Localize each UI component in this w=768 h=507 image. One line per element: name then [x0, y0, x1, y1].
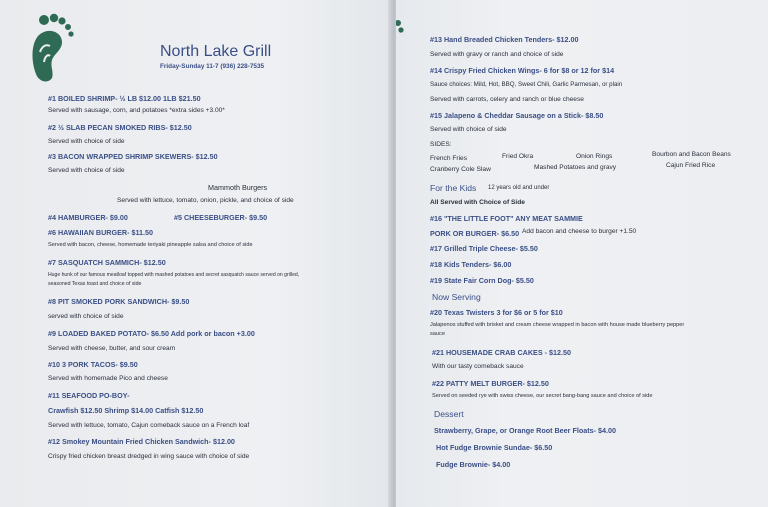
side-item: Onion Rings [576, 153, 613, 160]
menu-item-desc: Served with bacon, cheese, homemade teriyaki pineapple salsa and choice of side [48, 242, 253, 248]
menu-item: #6 HAWAIIAN BURGER- $11.50 [48, 228, 154, 237]
menu-item: #13 Hand Breaded Chicken Tenders- $12.00 [430, 35, 579, 44]
menu-item-desc: Crispy fried chicken breast dredged in wing sauce with choice of side [48, 453, 250, 460]
menu-page-right [396, 0, 768, 507]
menu-item-desc: Served with choice of side [430, 126, 507, 133]
footprint-icon [20, 6, 80, 86]
menu-item: Fudge Brownie- $4.00 [436, 460, 511, 469]
side-item: French Fries [430, 155, 468, 162]
menu-item-desc: Served with homemade Pico and cheese [48, 375, 168, 382]
menu-item-desc: Served with gravy or ranch and choice of side [430, 51, 564, 58]
menu-item-desc: Sauce choices: Mild, Hot, BBQ, Sweet Chili, Garlic Parmesan, or plain [430, 81, 623, 88]
side-item: Mashed Potatoes and gravy [534, 164, 617, 171]
side-item: Fried Okra [502, 153, 534, 160]
menu-item-desc: Add bacon and cheese to burger +1.50 [522, 228, 637, 235]
menu-item: #10 3 PORK TACOS- $9.50 [48, 360, 138, 369]
sides-heading: SIDES: [430, 141, 452, 148]
menu-item-desc: Jalapenos stuffed with brisket and cream cheese wrapped in bacon with house made blueberry pepper [430, 322, 685, 328]
menu-item: #9 LOADED BAKED POTATO- $6.50 Add pork or bacon +3.00 [48, 329, 255, 338]
menu-item: #17 Grilled Triple Cheese- $5.50 [430, 244, 538, 253]
menu-item: #20 Texas Twisters 3 for $6 or 5 for $10 [430, 308, 563, 317]
page-title: North Lake Grill [160, 43, 272, 60]
menu-item-desc: Served with cheese, butter, and sour cream [48, 345, 176, 352]
menu-item: #15 Jalapeno & Cheddar Sausage on a Stick- $8.50 [430, 111, 604, 120]
menu-item: #3 BACON WRAPPED SHRIMP SKEWERS- $12.50 [48, 152, 218, 161]
menu-item-desc: Served with sausage, corn, and potatoes *extra sides +3.00* [48, 107, 225, 114]
menu-item: #2 ½ SLAB PECAN SMOKED RIBS- $12.50 [48, 123, 192, 132]
menu-item: #8 PIT SMOKED PORK SANDWICH- $9.50 [48, 297, 190, 306]
menu-item: #21 HOUSEMADE CRAB CAKES - $12.50 [432, 348, 571, 357]
section-desc: Served with lettuce, tomato, onion, pickle, and choice of side [117, 197, 294, 204]
menu-item-desc: Served with lettuce, tomato, Cajun comeback sauce on a French loaf [48, 422, 250, 429]
section-heading: Mammoth Burgers [208, 183, 268, 192]
menu-item-desc: Served on seeded rye with swiss cheese, our secret bang-bang sauce and choice of side [432, 393, 653, 399]
footprint-icon [396, 2, 410, 82]
menu-item-desc: served with choice of side [48, 313, 124, 320]
section-desc: All Served with Choice of Side [430, 199, 525, 206]
menu-item: #19 State Fair Corn Dog- $5.50 [430, 276, 534, 285]
section-heading: For the Kids [430, 183, 477, 193]
menu-item: #5 CHEESEBURGER- $9.50 [174, 213, 268, 222]
menu-item-desc: Served with choice of side [48, 138, 125, 145]
side-item: Cranberry Cole Slaw [430, 166, 491, 173]
menu-item-desc: With our tasty comeback sauce [432, 363, 524, 370]
section-note: 12 years old and under [488, 185, 550, 191]
menu-item-desc: Huge hunk of our famous meatloaf topped with mashed potatoes and secret sasquatch sauce served on grilled, [48, 272, 300, 278]
menu-item: #16 "THE LITTLE FOOT" ANY MEAT SAMMIE [430, 214, 583, 223]
menu-item: Strawberry, Grape, or Orange Root Beer Floats- $4.00 [434, 426, 617, 435]
side-item: Bourbon and Bacon Beans [652, 151, 731, 158]
menu-item-desc: Served with carrots, celery and ranch or blue cheese [430, 96, 584, 103]
menu-item: #22 PATTY MELT BURGER- $12.50 [432, 379, 549, 388]
menu-item: #12 Smokey Mountain Fried Chicken Sandwich- $12.00 [48, 437, 235, 446]
menu-item: #4 HAMBURGER- $9.00 [48, 213, 128, 222]
menu-item: #7 SASQUATCH SAMMICH- $12.50 [48, 258, 166, 267]
section-heading: Dessert [434, 409, 464, 419]
menu-item-desc: sauce [430, 331, 445, 337]
hours-phone: Friday-Sunday 11-7 (936) 228-7535 [160, 63, 265, 70]
menu-item: Hot Fudge Brownie Sundae- $6.50 [436, 443, 553, 452]
menu-item-desc: Served with choice of side [48, 167, 125, 174]
section-heading: Now Serving [432, 292, 481, 302]
menu-item-prices: Crawfish $12.50 Shrimp $14.00 Catfish $12.50 [48, 406, 204, 415]
menu-item: #1 BOILED SHRIMP- ½ LB $12.00 1LB $21.50 [48, 94, 201, 103]
menu-item-desc: seasoned Texas toast and choice of side [48, 281, 142, 287]
side-item: Cajun Fried Rice [666, 162, 716, 169]
menu-item: PORK OR BURGER- $6.50 [430, 229, 520, 238]
menu-item: #14 Crispy Fried Chicken Wings- 6 for $8 or 12 for $14 [430, 66, 615, 75]
menu-item: #11 SEAFOOD PO-BOY- [48, 391, 130, 400]
menu-item: #18 Kids Tenders- $6.00 [430, 260, 512, 269]
